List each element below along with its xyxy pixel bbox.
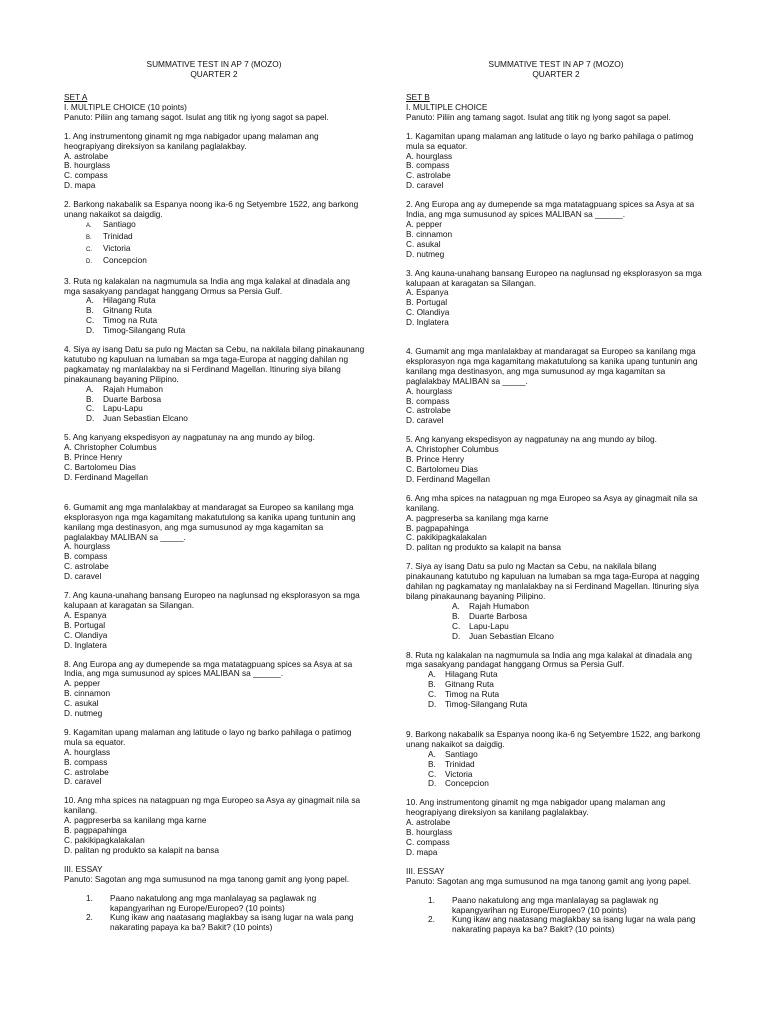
option-letter: A.	[86, 295, 94, 306]
option-text: Rajah Humabon	[103, 383, 163, 394]
essay-number: 2.	[428, 914, 435, 925]
option: A. hourglass	[406, 150, 453, 161]
option-text: Santiago	[103, 218, 136, 229]
question	[64, 796, 366, 855]
option-text: Juan Sebastian Elcano	[469, 630, 554, 641]
option: A. Espanya	[406, 287, 449, 298]
question-stem: 7. Ang kauna-unahang bansang Europeo na naglunsad ng eksplorasyon sa mga kalupaan at karagatan sa Silangan.	[64, 590, 360, 610]
option-letter: D.	[86, 325, 95, 336]
question-stem: 9. Kagamitan upang malaman ang latitude o layo ng barko pahilaga o patimog mula sa equator.	[64, 726, 352, 747]
question	[406, 494, 706, 553]
set-label: SET A	[64, 92, 88, 102]
option-text: Hilagang Ruta	[103, 295, 156, 306]
option	[406, 632, 706, 642]
question	[406, 730, 706, 789]
option: D. caravel	[64, 776, 102, 787]
essay-item	[406, 896, 706, 916]
question	[64, 200, 366, 267]
option: C. astrolabe	[406, 405, 451, 416]
question	[64, 277, 366, 336]
option-text: Timog-Silangang Ruta	[445, 699, 528, 710]
option: D. mapa	[64, 180, 96, 191]
option: C. asukal	[406, 238, 441, 249]
option: C. astrolabe	[64, 766, 109, 777]
option-letter: C.	[86, 403, 95, 414]
option	[406, 779, 706, 789]
option: A. astrolabe	[406, 817, 451, 828]
option: B. hourglass	[64, 160, 111, 171]
question	[406, 132, 706, 191]
question-stem: 5. Ang kanyang ekspedisyon ay nagpatunay na ang mundo ay bilog.	[64, 432, 315, 443]
option-text: Victoria	[445, 768, 473, 779]
option-text: Trinidad	[103, 230, 133, 241]
set-label: SET B	[406, 92, 430, 102]
option: C. pakikipagkalakalan	[406, 532, 487, 543]
option: B. compass	[406, 160, 450, 171]
essay-number: 2.	[86, 912, 93, 923]
option: B. Prince Henry	[406, 454, 465, 465]
option: B. Portugal	[64, 619, 106, 630]
option-letter: D.	[86, 413, 95, 424]
essay-text: Paano nakatulong ang mga manlalayag sa paglawak ng kapangyarihan ng Europe/Europeo? (10 points)	[452, 894, 659, 915]
question-stem: 4. Gumamit ang mga manlalakbay at mandaragat sa Europeo sa kanilang mga eksplorasyon nga mga kagamitang makatutulong sa kanika upang tuntunin ang kanilang mga destinasyon, ang mga sumusunod ay mga kagamitan sa paglalakbay MALIBAN sa _____.	[406, 346, 698, 386]
option: C. asukal	[64, 698, 99, 709]
essay-item	[64, 894, 366, 914]
question	[406, 200, 706, 259]
question	[406, 435, 706, 485]
option: D. palitan ng produkto sa kalapit na bansa	[406, 542, 561, 553]
option: A. hourglass	[64, 746, 111, 757]
question-stem: 3. Ang kauna-unahang bansang Europeo na naglunsad ng eksplorasyon sa mga kalupaan at karagatan sa Silangan.	[406, 267, 702, 288]
option: D. nutmeg	[406, 248, 445, 259]
option-letter: B.	[452, 610, 460, 621]
option-letter: D.	[428, 699, 437, 710]
option: C. Olandiya	[64, 629, 108, 640]
option-letter: B.	[86, 305, 94, 316]
essay-section	[64, 865, 366, 933]
option-text: Timog na Ruta	[103, 315, 158, 326]
option	[64, 414, 366, 424]
option: C. Bartolomeu Dias	[406, 464, 478, 474]
option: C. Bartolomeu Dias	[64, 462, 136, 472]
option-letter: A.	[428, 748, 436, 759]
option-letter: C.	[428, 689, 437, 700]
option: C. astrolabe	[406, 170, 451, 181]
option-text: Lapu-Lapu	[469, 620, 509, 631]
option	[406, 622, 706, 632]
option: A. pepper	[64, 678, 100, 689]
option: D. caravel	[406, 180, 444, 191]
option-letter: C.	[428, 768, 437, 779]
essay-list	[406, 896, 706, 936]
directions: Panuto: Piliin ang tamang sagot. Isulat ang titik ng iyong sagot sa papel.	[64, 111, 329, 122]
option-text: Duarte Barbosa	[103, 393, 162, 404]
test-title: SUMMATIVE TEST IN AP 7 (MOZO)	[488, 59, 624, 69]
question-stem: 5. Ang kanyang ekspedisyon ay nagpatunay na ang mundo ay bilog.	[406, 434, 657, 445]
question-stem: 6. Gumamit ang mga manlalakbay at mandaragat sa Europeo sa kanilang mga eksplorasyon nga mga kagamitang makatutulong sa kanika upang tuntunin ang kanilang mga destinasyon, ang mga sumusunod ay mga kagamitan sa paglalakbay MALIBAN sa _____.	[64, 501, 356, 542]
quarter-label: QUARTER 2	[532, 69, 580, 79]
option-letter: B.	[86, 393, 94, 404]
option: A. pepper	[406, 218, 442, 229]
question	[406, 347, 706, 426]
question	[64, 132, 366, 191]
option: D. Ferdinand Magellan	[406, 473, 490, 484]
option: B. cinnamon	[64, 688, 111, 699]
question	[64, 433, 366, 483]
option: A. hourglass	[64, 541, 111, 552]
option-letter: A.	[86, 383, 94, 394]
option: D. Ferdinand Magellan	[64, 471, 148, 482]
option-letter: A.	[428, 669, 436, 680]
essay-section	[406, 867, 706, 935]
question-stem: 1. Ang instrumentong ginamit ng mga nabigador upang malaman ang heograpiyang direksiyon sa kanilang paglalakbay.	[64, 130, 319, 151]
option-text: Hilagang Ruta	[445, 669, 498, 680]
question-stem: 2. Barkong nakabalik sa Espanya noong ika-6 ng Setyembre 1522, ang barkong unang nakaikot sa daigdig.	[64, 199, 359, 220]
question	[64, 591, 366, 650]
question-stem: 9. Barkong nakabalik sa Espanya noong ika-6 ng Setyembre 1522, ang barkong unang nakaikot sa daigdig.	[406, 728, 701, 749]
option: D. Inglatera	[64, 639, 107, 650]
option: A. astrolabe	[64, 150, 109, 161]
question-stem: 7. Siya ay isang Datu sa pulo ng Mactan sa Cebu, na nakilala bilang pinakaunang katutubo ng kapuluan na lumaban sa mga taga-Europa at nagging dahilan ng pagkamatay ng manlalakbay na si Ferdinand Magellan. Itinuring siya bilang pinakaunang bayaning Pilipino.	[406, 561, 700, 601]
option: D. nutmeg	[64, 708, 103, 719]
option-text: Trinidad	[445, 758, 475, 769]
section-title: I. MULTIPLE CHOICE	[406, 101, 488, 112]
quarter-label: QUARTER 2	[190, 69, 238, 79]
option: B. cinnamon	[406, 228, 453, 239]
option: A. pagpreserba sa kanilang mga karne	[64, 815, 207, 826]
option: C. pakikipagkalakalan	[64, 835, 145, 845]
essay-text: Kung ikaw ang naatasang maglakbay sa isang lugar na wala pang nakarating papaya ka ba? Bakit? (10 points)	[110, 912, 354, 933]
option-text: Concepcion	[445, 778, 489, 789]
option: D. mapa	[406, 846, 438, 857]
option	[406, 700, 706, 710]
option-text: Victoria	[103, 242, 131, 253]
option-letter: B.	[428, 758, 436, 769]
option-letter: D.	[428, 778, 437, 789]
option: B. compass	[406, 395, 450, 406]
essay-directions: Panuto: Sagotan ang mga sumusunod na mga tanong gamit ang iyong papel.	[406, 875, 692, 886]
option	[64, 256, 366, 268]
option: D. caravel	[406, 415, 444, 426]
option-text: Lapu-Lapu	[103, 403, 143, 414]
question	[406, 651, 706, 710]
option-text: Concepcion	[103, 254, 147, 265]
option: B. pagpapahinga	[406, 522, 469, 533]
option: C. Olandiya	[406, 307, 450, 318]
essay-number: 1.	[86, 892, 93, 903]
option-letter: D.	[452, 630, 461, 641]
option-text: Juan Sebastian Elcano	[103, 413, 188, 424]
test-title: SUMMATIVE TEST IN AP 7 (MOZO)	[146, 59, 282, 69]
option	[406, 612, 706, 622]
option-text: Timog na Ruta	[445, 689, 500, 700]
option-letter: C.	[86, 246, 92, 253]
question	[406, 562, 706, 641]
option: D. Inglatera	[406, 317, 449, 328]
option: A. hourglass	[406, 385, 453, 396]
option-text: Gitnang Ruta	[445, 679, 494, 690]
option: D. caravel	[64, 571, 102, 582]
option-text: Santiago	[445, 748, 478, 759]
essay-directions: Panuto: Sagotan ang mga sumusunod na mga tanong gamit ang iyong papel.	[64, 873, 350, 884]
essay-text: Paano nakatulong ang mga manlalayag sa paglawak ng kapangyarihan ng Europe/Europeo? (10 points)	[110, 892, 317, 913]
option: B. hourglass	[406, 827, 453, 838]
set-b-header	[406, 59, 706, 79]
question	[64, 345, 366, 424]
option: A. Espanya	[64, 609, 107, 620]
option: B. compass	[64, 551, 108, 562]
essay-title: III. ESSAY	[406, 865, 445, 876]
option-text: Rajah Humabon	[469, 600, 529, 611]
directions: Panuto: Piliin ang tamang sagot. Isulat ang titik ng iyong sagot sa papel.	[406, 111, 671, 122]
question-stem: 4. Siya ay isang Datu sa pulo ng Mactan sa Cebu, na nakilala bilang pinakaunang katutubo ng kapuluan na lumaban sa mga taga-Europa at nagging dahilan ng pagkamatay ng manlalakbay na si Ferdinand Magellan. Itinuring siya bilang pinakaunang bayaning Pilipino.	[64, 344, 365, 384]
question	[64, 660, 366, 719]
option: D. palitan ng produkto sa kalapit na bansa	[64, 844, 219, 855]
question	[64, 503, 366, 582]
section-title: I. MULTIPLE CHOICE (10 points)	[64, 101, 187, 112]
option: C. compass	[64, 170, 108, 181]
essay-item	[64, 913, 366, 933]
option-letter: C.	[86, 315, 95, 326]
question-stem: 2. Ang Europa ang ay dumepende sa mga matatagpuang spices sa Asya at sa India, ang mga sumusunod ay spices MALIBAN sa ______.	[406, 199, 695, 220]
question-stem: 6. Ang mha spices na natagpuan ng mga Europeo sa Asya ay ginagmait nila sa kanilang.	[406, 492, 698, 513]
question-stem: 8. Ruta ng kalakalan na nagmumula sa India ang mga kalakal at dinadala ang mga sasakyang pandagat hanggang Ormus sa Persia Gulf.	[406, 649, 692, 670]
option-text: Timog-Silangang Ruta	[103, 325, 186, 336]
option: B. Portugal	[406, 297, 448, 308]
question	[64, 728, 366, 787]
option: A. pagpreserba sa kanilang mga karne	[406, 512, 549, 523]
option-letter: C.	[452, 620, 461, 631]
essay-list	[64, 894, 366, 934]
question-stem: 8. Ang Europa ang ay dumepende sa mga matatagpuang spices sa Asya at sa India, ang mga sumusunod ay spices MALIBAN sa ______.	[64, 658, 353, 679]
set-b-column	[406, 59, 706, 935]
option-text: Duarte Barbosa	[469, 610, 528, 621]
question-stem: 10. Ang mha spices na natagpuan ng mga Europeo sa Asya ay ginagmait nila sa kanilang.	[64, 795, 361, 816]
set-a-header	[64, 59, 364, 79]
option: B. pagpapahinga	[64, 825, 127, 836]
option-letter: A.	[86, 222, 92, 229]
option: A. Christopher Columbus	[406, 444, 499, 455]
question	[406, 798, 706, 857]
option: B. Prince Henry	[64, 452, 123, 463]
option	[64, 326, 366, 336]
essay-item	[406, 915, 706, 935]
option: C. compass	[406, 837, 450, 847]
question-stem: 10. Ang instrumentong ginamit ng mga nabigador upang malaman ang heograpiyang direksiyon sa kanilang paglalakbay.	[406, 797, 666, 818]
question	[406, 269, 706, 328]
option: A. Christopher Columbus	[64, 442, 157, 453]
question-stem: 1. Kagamitan upang malaman ang latitude o layo ng barko pahilaga o patimog mula sa equator.	[406, 130, 694, 151]
option-letter: A.	[452, 600, 460, 611]
essay-number: 1.	[428, 894, 435, 905]
option	[406, 602, 706, 612]
option: C. astrolabe	[64, 561, 109, 572]
set-a-column	[64, 59, 366, 933]
essay-title: III. ESSAY	[64, 863, 103, 874]
essay-text: Kung ikaw ang naatasang maglakbay sa isang lugar na wala pang nakarating papaya ka ba? Bakit? (10 points)	[452, 914, 696, 935]
option-letter: B.	[86, 234, 92, 241]
question-stem: 3. Ruta ng kalakalan na nagmumula sa India ang mga kalakal at dinadala ang mga sasakyang pandagat hanggang Ormus sa Persia Gulf.	[64, 275, 350, 296]
option-letter: B.	[428, 679, 436, 690]
option: B. compass	[64, 756, 108, 767]
option-text: Gitnang Ruta	[103, 305, 152, 316]
option-letter: D.	[86, 258, 92, 265]
